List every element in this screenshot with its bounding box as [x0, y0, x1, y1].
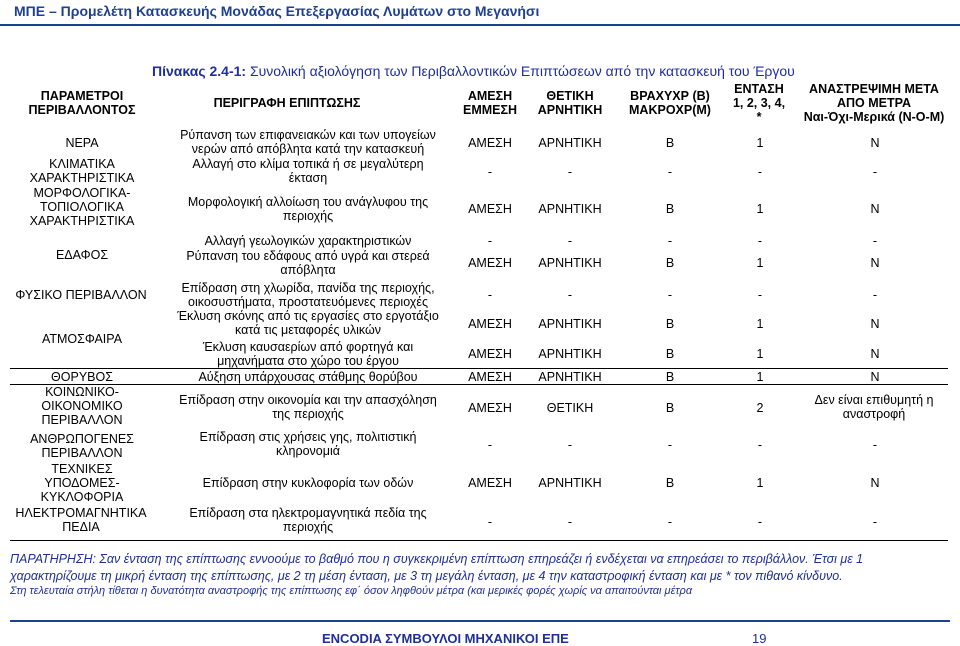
note-line-1: ΠΑΡΑΤΗΡΗΣΗ: Σαν ένταση της επίπτωσης εννοούμε το βαθμό που η συγκεκριμένη επίπτωση επηρεάζει ή ενδέχεται να επηρεάσει το περιβάλλον. Έτσι με 1 — [10, 552, 864, 566]
row-5-desc: Ρύπανση του εδάφους από υγρά και στερεά απόβλητα — [186, 249, 430, 277]
row-6-reversible: - — [872, 288, 878, 302]
row-10-direct: ΑΜΕΣΗ — [468, 401, 512, 415]
param-socioeconomic: ΚΟΙΝΩΝΙΚΟ- ΟΙΚΟΝΟΜΙΚΟ ΠΕΡΙΒΑΛΛΟΝ — [41, 385, 123, 427]
row-1-intensity: 1 — [756, 136, 764, 150]
row-2-term: - — [667, 165, 673, 179]
row-9-sign: ΑΡΝΗΤΙΚΗ — [538, 370, 602, 384]
row-6-term: - — [667, 288, 673, 302]
param-natural: ΦΥΣΙΚΟ ΠΕΡΙΒΑΛΛΟΝ — [15, 288, 147, 302]
row-7-sign: ΑΡΝΗΤΙΚΗ — [538, 317, 602, 331]
row-5-intensity: 1 — [756, 256, 764, 270]
row-13-sign: - — [567, 515, 573, 529]
row-4-intensity: - — [757, 234, 763, 248]
row-11-reversible: - — [872, 438, 878, 452]
row-1-reversible: Ν — [870, 136, 880, 150]
row-13-reversible: - — [872, 515, 878, 529]
row-10-term: Β — [665, 401, 675, 415]
row-12-intensity: 1 — [756, 476, 764, 490]
row-6-intensity: - — [757, 288, 763, 302]
row-11-sign: - — [567, 438, 573, 452]
note-line-3: Στη τελευταία στήλη τίθεται η δυνατότητα αναστροφής της επίπτωσης εφ΄ όσον ληφθούν μέτρα (και μερικές φορές χωρίς να απαιτούνται μέτρα — [10, 585, 693, 597]
header-rule — [0, 24, 960, 26]
row-5-reversible: Ν — [870, 256, 880, 270]
row-2-desc: Αλλαγή στο κλίμα τοπικά ή σε μεγαλύτερη έκταση — [192, 157, 424, 185]
param-water: ΝΕΡΑ — [65, 136, 99, 150]
param-climate: ΚΛΙΜΑΤΙΚΑ ΧΑΡΑΚΤΗΡΙΣΤΙΚΑ — [29, 157, 135, 185]
row-9-direct: ΑΜΕΣΗ — [468, 370, 512, 384]
param-infrastructure: ΤΕΧΝΙΚΕΣ ΥΠΟΔΟΜΕΣ- ΚΥΚΛΟΦΟΡΙΑ — [40, 462, 124, 504]
row-4-desc: Αλλαγή γεωλογικών χαρακτηριστικών — [204, 234, 412, 248]
row-2-sign: - — [567, 165, 573, 179]
row-7-direct: ΑΜΕΣΗ — [468, 317, 512, 331]
table-rule — [10, 384, 948, 385]
row-1-sign: ΑΡΝΗΤΙΚΗ — [538, 136, 602, 150]
header-title: ΜΠΕ – Προμελέτη Κατασκευής Μονάδας Επεξεργασίας Λυμάτων στο Μεγανήσι — [14, 3, 540, 19]
row-2-direct: - — [487, 165, 493, 179]
row-10-reversible: Δεν είναι επιθυμητή η αναστροφή — [814, 393, 934, 421]
row-3-desc: Μορφολογική αλλοίωση του ανάγλυφου της περιοχής — [187, 195, 429, 223]
row-6-direct: - — [487, 288, 493, 302]
document-header — [0, 0, 960, 22]
row-10-intensity: 2 — [756, 401, 764, 415]
row-8-intensity: 1 — [756, 347, 764, 361]
caption-label: Πίνακας 2.4-1: — [152, 63, 247, 79]
row-13-direct: - — [487, 515, 493, 529]
page-number: 19 — [752, 631, 767, 646]
row-10-sign: ΘΕΤΙΚΗ — [546, 401, 594, 415]
header-reversible: ΑΝΑΣΤΡΕΨΙΜΗ ΜΕΤΑ ΑΠΟ ΜΕΤΡΑ Ναι-Όχι-Μερικά (Ν-Ο-Μ) — [803, 82, 945, 124]
row-3-sign: ΑΡΝΗΤΙΚΗ — [538, 202, 602, 216]
row-8-reversible: Ν — [870, 347, 880, 361]
row-13-desc: Επίδραση στα ηλεκτρομαγνητικά πεδία της περιοχής — [189, 506, 427, 534]
header-desc: ΠΕΡΙΓΡΑΦΗ ΕΠΙΠΤΩΣΗΣ — [213, 96, 361, 110]
row-7-intensity: 1 — [756, 317, 764, 331]
row-5-term: Β — [665, 256, 675, 270]
row-9-intensity: 1 — [756, 370, 764, 384]
row-9-reversible: Ν — [870, 370, 880, 384]
row-13-intensity: - — [757, 515, 763, 529]
param-emf: ΗΛΕΚΤΡΟΜΑΓΝΗΤΙΚΑ ΠΕΔΙΑ — [15, 506, 147, 534]
row-9-term: Β — [665, 370, 675, 384]
param-anthropogenic: ΑΝΘΡΩΠΟΓΕΝΕΣ ΠΕΡΙΒΑΛΛΟΝ — [30, 432, 134, 460]
table-caption — [152, 63, 795, 79]
row-3-term: Β — [665, 202, 675, 216]
header-sign: ΘΕΤΙΚΗ ΑΡΝΗΤΙΚΗ — [537, 89, 603, 117]
caption-text: Συνολική αξιολόγηση των Περιβαλλοντικών Επιπτώσεων από την κατασκευή του Έργου — [246, 63, 795, 79]
row-7-term: Β — [665, 317, 675, 331]
row-3-direct: ΑΜΕΣΗ — [468, 202, 512, 216]
footer-company: ENCODIA ΣΥΜΒΟΥΛΟΙ ΜΗΧΑΝΙΚΟΙ ΕΠΕ — [322, 631, 569, 646]
row-3-intensity: 1 — [756, 202, 764, 216]
row-1-term: Β — [665, 136, 675, 150]
row-11-direct: - — [487, 438, 493, 452]
row-11-term: - — [667, 438, 673, 452]
row-6-desc: Επίδραση στη χλωρίδα, πανίδα της περιοχής, οικοσυστήματα, προστατευόμενες περιοχές — [181, 281, 435, 309]
header-param: ΠΑΡΑΜΕΤΡΟΙ ΠΕΡΙΒΑΛΛΟΝΤΟΣ — [28, 89, 136, 117]
row-11-intensity: - — [757, 438, 763, 452]
param-atmosphere: ΑΤΜΟΣΦΑΙΡΑ — [41, 332, 123, 346]
param-morphology: ΜΟΡΦΟΛΟΓΙΚΑ- ΤΟΠΙΟΛΟΓΙΚΑ ΧΑΡΑΚΤΗΡΙΣΤΙΚΑ — [29, 186, 135, 228]
row-12-direct: ΑΜΕΣΗ — [468, 476, 512, 490]
table-rule — [10, 540, 948, 541]
row-8-sign: ΑΡΝΗΤΙΚΗ — [538, 347, 602, 361]
row-11-desc: Επίδραση στις χρήσεις γης, πολιτιστική κληρονομιά — [199, 430, 417, 458]
row-12-desc: Επίδραση στην κυκλοφορία των οδών — [202, 476, 414, 490]
row-5-sign: ΑΡΝΗΤΙΚΗ — [538, 256, 602, 270]
row-7-reversible: Ν — [870, 317, 880, 331]
header-term: ΒΡΑΧΥΧΡ (Β) ΜΑΚΡΟΧΡ(Μ) — [629, 89, 711, 117]
row-5-direct: ΑΜΕΣΗ — [468, 256, 512, 270]
row-4-direct: - — [487, 234, 493, 248]
note-line-2: χαρακτηρίζουμε τη μικρή ένταση της επίπτωσης, με 2 τη μέση ένταση, με 3 τη μεγάλη ένταση, με 4 την καταστροφική ένταση και με * τον πιθανό κίνδυνο. — [10, 569, 843, 583]
row-12-sign: ΑΡΝΗΤΙΚΗ — [538, 476, 602, 490]
row-12-reversible: Ν — [870, 476, 880, 490]
row-12-term: Β — [665, 476, 675, 490]
row-8-term: Β — [665, 347, 675, 361]
row-2-intensity: - — [757, 165, 763, 179]
row-1-desc: Ρύπανση των επιφανειακών και των υπογείων νερών από απόβλητα κατά την κατασκευή — [180, 128, 436, 156]
param-soil: ΕΔΑΦΟΣ — [55, 248, 109, 262]
row-8-direct: ΑΜΕΣΗ — [468, 347, 512, 361]
footer-rule — [10, 620, 950, 622]
row-3-reversible: Ν — [870, 202, 880, 216]
param-noise: ΘΟΡΥΒΟΣ — [51, 370, 113, 384]
row-4-sign: - — [567, 234, 573, 248]
row-8-desc: Έκλυση καυσαερίων από φορτηγά και μηχανήματα στο χώρο του έργου — [202, 340, 414, 368]
header-direct: ΑΜΕΣΗ ΕΜΜΕΣΗ — [462, 89, 518, 117]
header-intensity: ΕΝΤΑΣΗ 1, 2, 3, 4, * — [732, 82, 786, 124]
row-7-desc: Έκλυση σκόνης από τις εργασίες στο εργοτάξιο κατά τις μεταφορές υλικών — [177, 309, 439, 337]
row-10-desc: Επίδραση στην οικονομία και την απασχόληση της περιοχής — [179, 393, 437, 421]
row-9-desc: Αύξηση υπάρχουσας στάθμης θορύβου — [198, 370, 418, 384]
row-2-reversible: - — [872, 165, 878, 179]
row-13-term: - — [667, 515, 673, 529]
row-4-term: - — [667, 234, 673, 248]
row-1-direct: ΑΜΕΣΗ — [468, 136, 512, 150]
row-6-sign: - — [567, 288, 573, 302]
table-rule — [10, 368, 948, 369]
row-4-reversible: - — [872, 234, 878, 248]
